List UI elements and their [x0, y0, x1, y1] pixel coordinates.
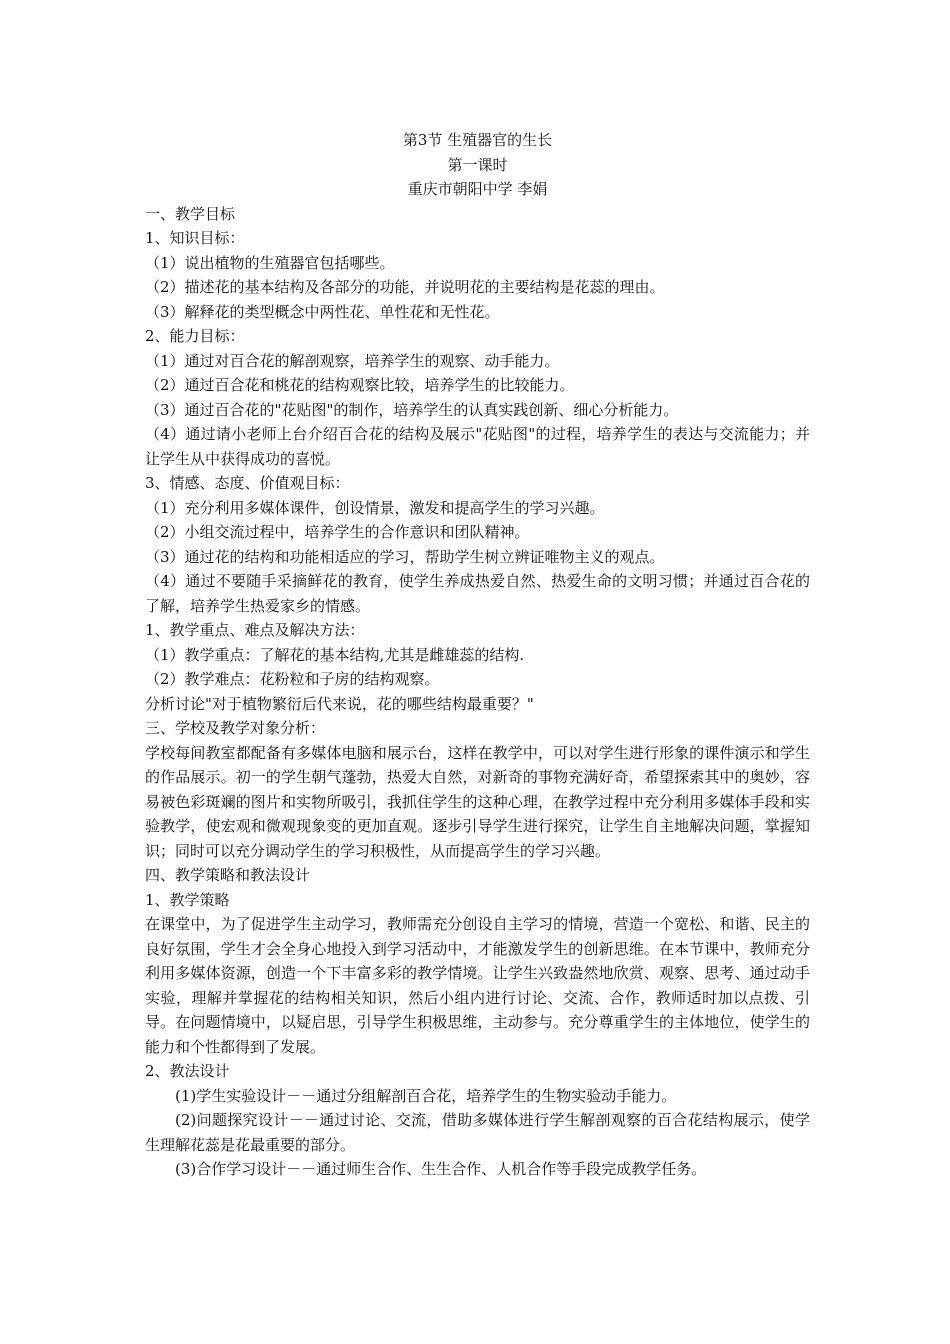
subsection-heading: 1、教学重点、难点及解决方法：	[145, 621, 365, 639]
list-item: (2)问题探究设计－－通过讨论、交流，借助多媒体进行学生解剖观察的百合花结构展示，使学生理解花蕊是花最重要的部分。	[145, 1111, 810, 1154]
body-paragraph: 在课堂中，为了促进学生主动学习，教师需充分创设自主学习的情境，营造一个宽松、和谐、民主的良好氛围，学生才会全身心地投入到学习活动中，才能激发学生的创新思维。在本节课中，教师充分利用多媒体资源，创造一个下丰富多彩的教学情境。让学生兴致盎然地欣赏、观察、思考、通过动手实验，理解并掌握花的结构相关知识，然后小组内进行讨论、交流、合作，教师适时加以点拨、引导。在问题情境中，以疑启思，引导学生积极思维，主动参与。充分尊重学生的主体地位，使学生的能力和个性都得到了发展。	[145, 915, 810, 1056]
subsection-heading: 1、知识目标：	[145, 229, 245, 247]
subsection-heading: 2、能力目标：	[145, 327, 245, 345]
list-item: （2）教学难点：花粉粒和子房的结构观察。	[145, 670, 440, 688]
document-title: 第3节 生殖器官的生长	[402, 131, 553, 149]
subsection-heading: 1、教学策略	[145, 890, 230, 909]
list-item: （3）通过百合花的"花贴图"的制作，培养学生的认真实践创新、细心分析能力。	[145, 400, 679, 419]
list-item: （1）说出植物的生殖器官包括哪些。	[145, 253, 395, 272]
list-item: (3)合作学习设计－－通过师生合作、生生合作、人机合作等手段完成教学任务。	[175, 1160, 707, 1178]
discussion-line: 分析讨论"对于植物繁衍后代来说，花的哪些结构最重要？"	[145, 694, 534, 713]
lesson-label: 第一课时	[447, 155, 508, 174]
list-item: (1)学生实验设计－－通过分组解剖百合花，培养学生的生物实验动手能力。	[175, 1086, 677, 1105]
list-item: （2）通过百合花和桃花的结构观察比较，培养学生的比较能力。	[145, 376, 575, 394]
section-heading: 三、学校及教学对象分析：	[145, 719, 326, 737]
author-line: 重庆市朝阳中学 李娟	[407, 180, 548, 198]
list-item: （1）教学重点：了解花的基本结构,尤其是雌雄蕊的结构.	[145, 645, 525, 664]
list-item: （3）通过花的结构和功能相适应的学习，帮助学生树立辨证唯物主义的观点。	[145, 547, 665, 566]
list-item: （3）解释花的类型概念中两性花、单性花和无性花。	[145, 302, 500, 321]
section-heading: 四、教学策略和教法设计	[145, 866, 311, 884]
list-item: （2）描述花的基本结构及各部分的功能，并说明花的主要结构是花蕊的理由。	[145, 278, 665, 296]
section-heading: 一、教学目标	[145, 204, 236, 223]
subsection-heading: 3、情感、态度、价值观目标：	[145, 474, 350, 492]
list-item: （2）小组交流过程中，培养学生的合作意识和团队精神。	[145, 523, 530, 541]
document-body	[145, 128, 810, 1182]
body-paragraph: 学校每间教室都配备有多媒体电脑和展示台，这样在教学中，可以对学生进行形象的课件演示和学生的作品展示。初一的学生朝气蓬勃，热爱大自然，对新奇的事物充满好奇，希望探索其中的奥妙，容易被色彩斑斓的图片和实物所吸引，我抓住学生的这种心理，在教学过程中充分利用多媒体手段和实验教学，使宏观和微观现象变的更加直观。逐步引导学生进行探究，让学生自主地解决问题，掌握知识；同时可以充分调动学生的学习积极性，从而提高学生的学习兴趣。	[145, 743, 810, 860]
list-item: （4）通过不要随手采摘鲜花的教育，使学生养成热爱自然、热爱生命的文明习惯；并通过百合花的了解，培养学生热爱家乡的情感。	[145, 572, 810, 615]
subsection-heading: 2、教法设计	[145, 1062, 230, 1080]
list-item: （1）充分利用多媒体课件，创设情景，激发和提高学生的学习兴趣。	[145, 498, 605, 517]
list-item: （1）通过对百合花的解剖观察，培养学生的观察、动手能力。	[145, 351, 560, 370]
list-item: （4）通过请小老师上台介绍百合花的结构及展示"花贴图"的过程，培养学生的表达与交流能力；并让学生从中获得成功的喜悦。	[145, 425, 810, 468]
